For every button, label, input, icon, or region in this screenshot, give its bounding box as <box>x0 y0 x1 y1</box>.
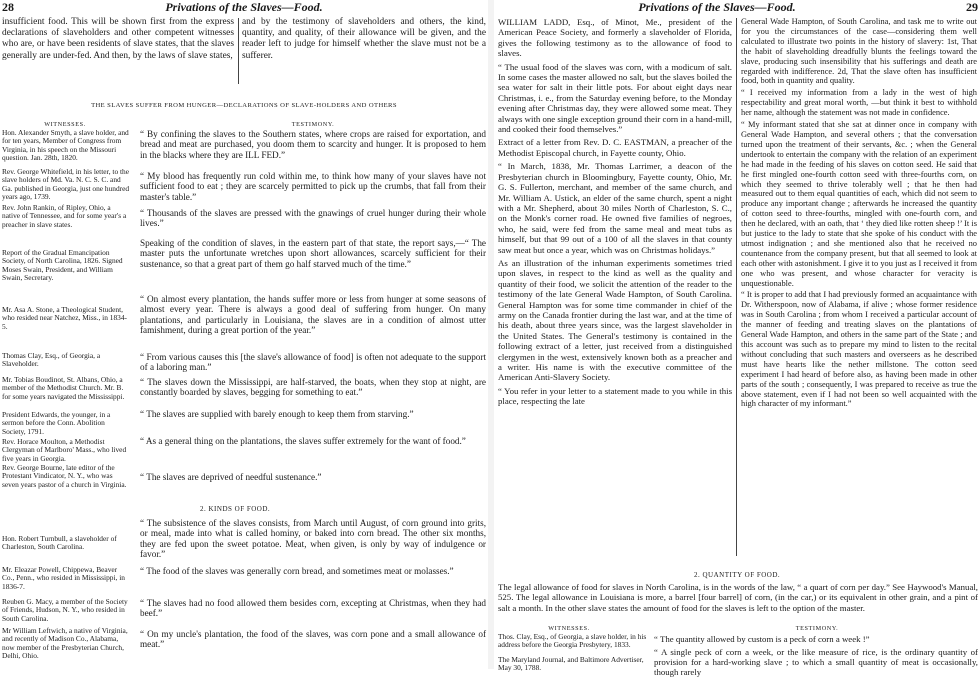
witness-entry: The Maryland Journal, and Baltimore Advertiser, May 30, 1788. <box>498 655 644 673</box>
page-number: 28 <box>2 0 14 14</box>
right-page-header <box>494 0 980 14</box>
section-heading: THE SLAVES SUFFER FROM HUNGER—DECLARATIONS OF SLAVE-HOLDERS AND OTHERS <box>91 102 397 109</box>
witness-entry: Mr. Tobias Boudinot, St. Albans, Ohio, a member of the Methodist Church. Mr. B. for some years navigated the Mississippi. <box>2 375 125 401</box>
testimony-label: TESTIMONY. <box>795 625 839 632</box>
testimony-label: TESTIMONY. <box>291 121 335 128</box>
witness-entry: Thos. Clay, Esq., of Georgia, a slave holder, in his address before the Georgia Presbytery, 1833. <box>498 632 647 650</box>
witness-entry: Rev. Horace Moulton, a Methodist Clergyman of Marlboro' Mass., who lived five years in Georgia. <box>2 437 127 463</box>
paragraph: “ My informant stated that she sat at dinner once in company with General Wade Hampton, and several others ; that the conversation turned upon the treatment of their servants, &c. ; when the General undertook to entertain the company with the relation of an experiment he had made in the feeding of his slaves on cotton seed. He said that he first mingled one-fourth cotton seed with three-fourths corn, on which they seemed to thrive tolerably well ; that he then had measured out to them equal quantities of each, which did not seem to produce any important change ; afterwards he increased the quantity of cotton seed to three-fourths, mingled with one-fourth corn, and then he declared, with an oath, that ‘ they died like rotten sheep !’ It is but justice to the lady to state that she spoke of his conduct with the utmost indignation ; and she mentioned also that he received no countenance from the company present, but that all seemed to look at each other with astonishment. I give it to you just as I received it from one who was present, and whose character for veracity is unquestionable. <box>741 120 977 288</box>
witness-entry: Rev. John Rankin, of Ripley, Ohio, a native of Tennessee, and for some year's a preacher in slave states. <box>2 203 127 229</box>
testimony-entry: “ Thousands of the slaves are pressed with the gnawings of cruel hunger during their whole lives.” <box>140 208 486 229</box>
paragraph: WILLIAM LADD, Esq., of Minot, Me., president of the American Peace Society, and formerly a slaveholder of Florida, gives the following testimony as to the allowance of food to slaves. <box>498 17 732 59</box>
paragraph: General Wade Hampton, of South Carolina, and task me to write out for you the circumstances of the case—considering them well calculated to illustrate two points in the history of slavery: 1st, That the habit of slaveholding dreadfully blunts the feelings toward the slave, producing such insensibility that his sufferings and death are regarded with indifference. 2d, That the slave often has insufficient food, both in quantity and quality. <box>741 17 977 86</box>
right-page <box>494 0 980 677</box>
subsection-heading: 2. QUANTITY OF FOOD. <box>694 571 781 579</box>
paragraph: “ In March, 1838, Mr. Thomas Larrimer, a deacon of the Presbyterian church in Bloomingbury, Fayette county, Ohio, Mr. G. S. Fullerton, merchant, and member of the same church, and Mr. William A. Ustick, an elder of the same church, spent a night with a Mr. Shepherd, about 30 miles North of Charleston, S. C., on the Monk's corner road. He owned five families of negroes, who, he said, were fed from the same meal and meat tubs as himself, but that 99 out of a 100 of all the slaves in that county saw meat but once a year, which was on Christmas holidays.” <box>498 161 732 255</box>
paragraph: “ It is proper to add that I had previously formed an acquaintance with Dr. Witherspoon, now of Alabama, if alive ; whose former residence was in South Carolina ; from whom I received a particular account of the manner of feeding and treating slaves on the plantations of General Wade Hampton, and others in the same part of the State ; and this account was such as to prepare my mind to listen to the recital without concluding that such masters and overseers as he described must have hearts like the nether millstone. The cotton seed experiment I had heard of before also, as having been made in other parts of the south ; consequently, I was prepared to receive as true the above statement, even if I had not been so well acquainted with the high character of my informant.” <box>741 290 977 409</box>
testimony-entry: “ The slaves are supplied with barely enough to keep them from starving.” <box>140 409 414 419</box>
testimony-entry: “ My blood has frequently run cold within me, to think how many of your slaves have not sufficient food to eat ; they are scarcely permitted to pick up the crumbs, that fall from their master's table.” <box>140 171 486 202</box>
witness-entry: Thomas Clay, Esq., of Georgia, a Slaveholder. <box>2 351 101 369</box>
left-page-header <box>0 0 488 14</box>
testimony-entry: “ On my uncle's plantation, the food of the slaves, was corn pone and a small allowance of meat.” <box>140 629 486 650</box>
witness-entry: Report of the Gradual Emancipation Society, of North Carolina, 1826. Signed Moses Swain, President, and William Swain, Secretary. <box>2 248 123 283</box>
testimony-entry: “ The subsistence of the slaves consists, from March until August, of corn ground into grits, or meal, made into what is called hominy, or baked into corn bread. The other six months, they are fed upon the sweet potatoe. Meat, when given, is only by way of indulgence or favor.” <box>140 518 486 559</box>
column-rule <box>736 18 737 556</box>
testimony-entry: “ The slaves had no food allowed them besides corn, excepting at Christmas, when they had beef.” <box>140 598 486 619</box>
paragraph: Extract of a letter from Rev. D. C. EASTMAN, a preacher of the Methodist Episcopal church, in Fayette county, Ohio. <box>498 137 732 158</box>
witness-entry: Mr. Asa A. Stone, a Theological Student, who resided near Natchez, Miss., in 1834-5. <box>2 305 127 331</box>
testimony-entry: “ The food of the slaves was generally corn bread, and sometimes meat or molasses.” <box>140 566 454 576</box>
paragraph: As an illustration of the inhuman experiments sometimes tried upon slaves, in respect to the kind as well as the quality and quantity of their food, we solicit the attention of the reader to the testimony of the late General Wade Hampton, of South Carolina. General Hampton was for some time commander in chief of the army on the Canada frontier during the last war, and at the time of his death, about three years since, was the largest slaveholder in the United States. The General's testimony is contained in the following extract of a letter, just received from a distinguished clergymen in the west, extensively known both as a preacher and a writer. His name is with the executive committee of the American Anti-Slavery Society. <box>498 257 732 383</box>
testimony-entry: “ As a general thing on the plantations, the slaves suffer extremely for the want of food.” <box>140 436 466 446</box>
intro-column-1 <box>2 17 234 85</box>
witness-entry: Rev. George Whitefield, in his letter, to the slave holders of Md. Va. N. C. S. C. and Ga. published in Georgia, just one hundred years ago, 1739. <box>2 167 130 202</box>
testimony-entry: “ On almost every plantation, the hands suffer more or less from hunger at some seasons of almost every year. There is always a good deal of suffering from hunger. On many plantations, and particularly in Louisiana, the slaves are in a condition of almost utter famishment, during a great portion of the year.” <box>140 294 486 335</box>
witness-entry: Hon. Alexander Smyth, a slave holder, and for ten years, Member of Congress from Virginia, in his speech on the Missouri question. Jan. 28th, 1820. <box>2 128 129 163</box>
paragraph: “ You refer in your letter to a statement made to you while in this place, respecting the late <box>498 385 732 407</box>
witness-entry: Mr William Leftwich, a native of Virginia, and recently of Madison Co., Alabama, now member of the Presbyterian Church, Delhi, Ohio. <box>2 626 128 661</box>
witness-entry: Hon. Robert Turnbull, a slaveholder of Charleston, South Carolina. <box>2 534 117 552</box>
right-column-1 <box>498 17 732 557</box>
intro-paragraph: and by the testimony of slaveholders and others, the kind, quantity, and quality, of their allowance will be given, and the reader left to judge for himself whether the slave must not be a sufferer. <box>242 17 486 61</box>
legal-allowance-text <box>498 582 978 622</box>
running-title: Privations of the Slaves—Food. <box>165 0 323 14</box>
paragraph: “ I received my information from a lady in the west of high respectability and great moral worth, —but think it best to withhold her name, although the statement was not made in confidence. <box>741 88 977 118</box>
witnesses-label: WITNESSES. <box>548 625 590 632</box>
witness-entry: Rev. George Bourne, late editor of the Protestant Vindicator, N. Y., who was seven years pastor of a church in Virginia. <box>2 463 127 489</box>
page-number: 29 <box>966 0 978 14</box>
testimony-entry: “ The slaves are deprived of needful sustenance.” <box>140 472 322 482</box>
paragraph: “ The usual food of the slaves was corn, with a modicum of salt. In some cases the master allowed no salt, but the slaves boiled the sea water for salt in their little pots. For about eight days near Christmas, i. e., from the Saturday evening before, to the Monday evening after Christmas day, they were allowed some meat. They always with one single exception ground their corn in a hand-mill, and cooked their food themselves.” <box>498 61 732 135</box>
testimony-entry: “ From various causes this [the slave's allowance of food] is often not adequate to the support of a laboring man.” <box>140 352 486 373</box>
left-page <box>0 0 488 669</box>
running-title: Privations of the Slaves—Food. <box>638 0 796 14</box>
testimony-entry: Speaking of the condition of slaves, in the eastern part of that state, the report says,—“ The master puts the unfortunate wretches upon short allowances, scarcely sufficient for their sustenance, so that a great part of them go half starved much of the time.” <box>140 238 486 269</box>
right-column-2 <box>741 17 977 557</box>
witnesses-label: WITNESSES. <box>44 121 86 128</box>
testimony-entry: “ The slaves down the Mississippi, are half-starved, the boats, when they stop at night, are constantly boarded by slaves, begging for something to eat.” <box>140 377 486 398</box>
paragraph: The legal allowance of food for slaves in North Carolina, is in the words of the law, “ a quart of corn per day.” See Haywood's Manual, 525. The legal allowance in Louisiana is more, a barrel [four barrel] of corn, (in the car,) or its equivalent in other grain, and a pint of salt a month. In the other slave states the amount of food for the slaves is left to the option of the master. <box>498 582 978 613</box>
intro-column-2 <box>242 17 486 85</box>
testimony-entry: “ The quantity allowed by custom is a peck of corn a week !” <box>654 634 870 644</box>
column-rule <box>238 18 239 84</box>
testimony-entry: “ By confining the slaves to the Southern states, where crops are raised for exportation, and bread and meat are purchased, you doom them to scarcity and hunger. It is proposed to hem in the blacks where they are ILL FED.” <box>140 129 486 160</box>
intro-paragraph: insufficient food. This will be shown first from the express declarations of slaveholders and other competent witnesses who are, or have been residents of slave states, that the slaves generally are under-fed. And then, by the laws of slave states, <box>2 17 234 61</box>
witness-entry: Reuben G. Macy, a member of the Society of Friends, Hudson, N. Y., who resided in South Carolina. <box>2 597 128 623</box>
witness-entry: President Edwards, the younger, in a sermon before the Conn. Abolition Society, 1791. <box>2 410 111 436</box>
subsection-heading: 2. KINDS OF FOOD. <box>200 505 271 513</box>
testimony-entry: “ A single peck of corn a week, or the like measure of rice, is the ordinary quantity of provision for a hard-working slave ; to which a small quantity of meat is occasionally, though rarely <box>654 647 978 677</box>
witness-entry: Mr. Eleazar Powell, Chippewa, Beaver Co., Penn., who resided in Mississippi, in 1836-7. <box>2 565 125 591</box>
